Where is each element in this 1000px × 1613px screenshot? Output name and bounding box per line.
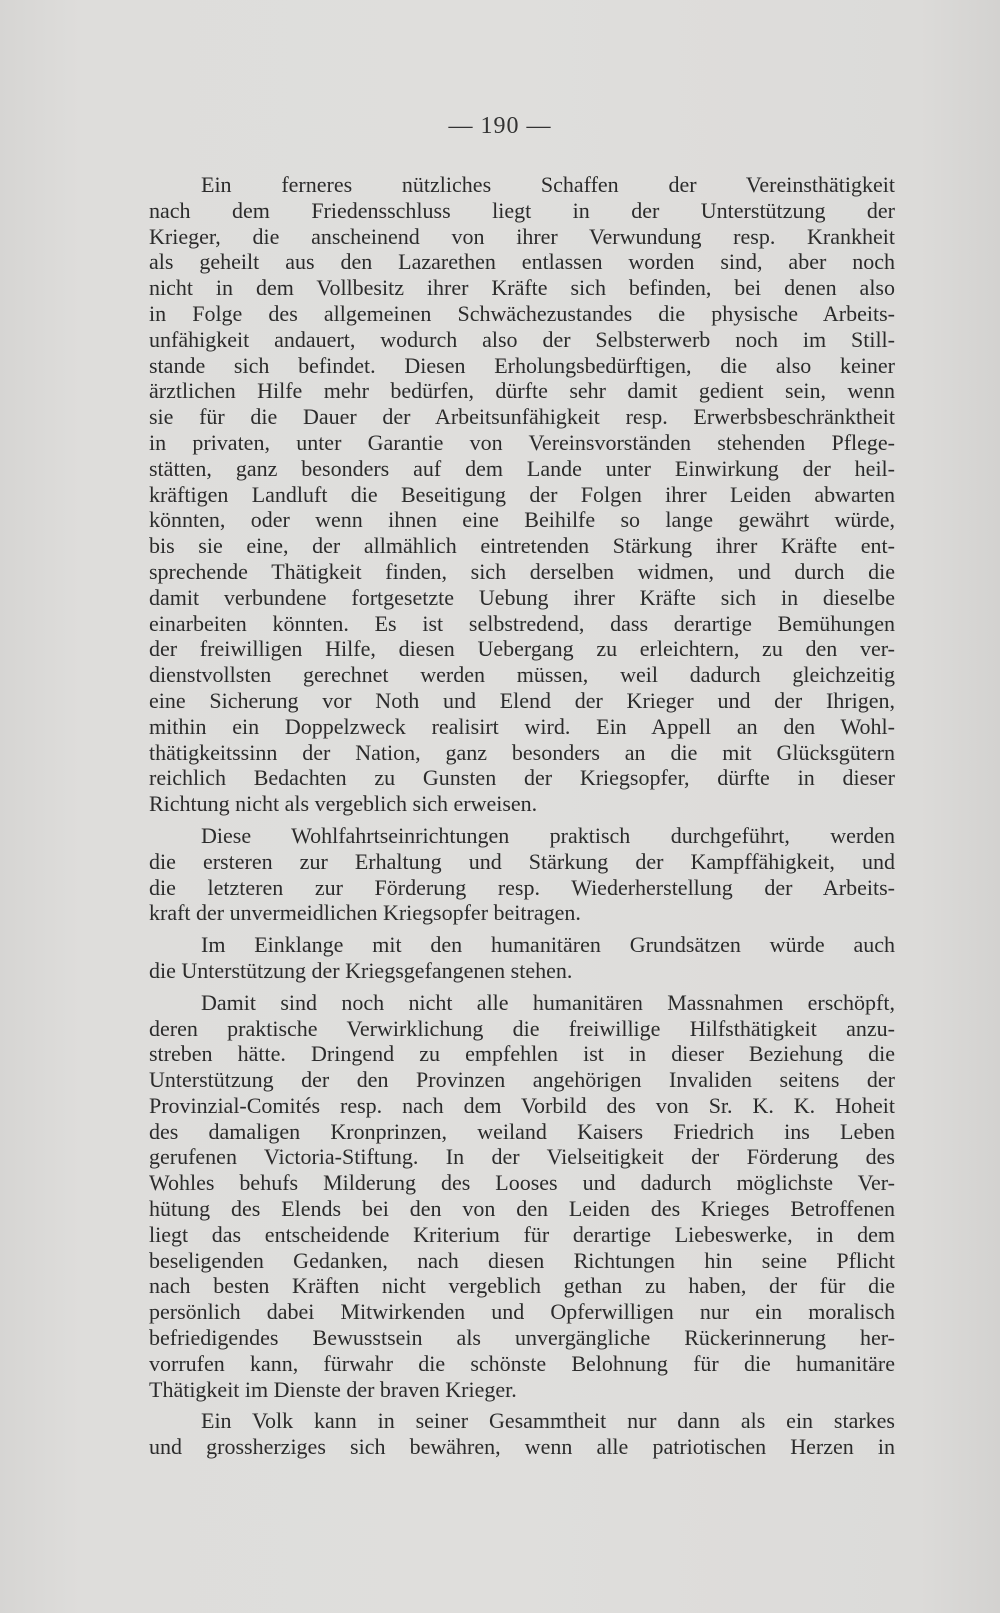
- text-line: Ein ferneres nützliches Schaffen der Vereinsthätigkeit: [201, 172, 895, 197]
- text-line: gerufenen Victoria-Stiftung. In der Vielseitigkeit der Förderung des: [149, 1144, 895, 1170]
- text-line: dienstvollsten gerechnet werden müssen, weil dadurch gleichzeitig: [149, 662, 895, 688]
- text-line: Ein Volk kann in seiner Gesammtheit nur dann als ein starkes: [201, 1408, 895, 1434]
- text-line: vorrufen kann, fürwahr die schönste Belohnung für die humanitäre: [149, 1350, 895, 1376]
- paragraph-2: [149, 823, 895, 926]
- page-number: — 190 —: [448, 113, 552, 139]
- text-line: die ersteren zur Erhaltung und Stärkung der Kampffähigkeit, und: [149, 848, 895, 874]
- text-line: Richtung nicht als vergeblich sich erweisen.: [149, 791, 538, 817]
- text-line: sprechende Thätigkeit finden, sich derselben widmen, und durch die: [149, 558, 895, 584]
- text-line: sie für die Dauer der Arbeitsunfähigkeit resp. Erwerbsbeschränktheit: [149, 404, 895, 430]
- paragraph-3: [149, 932, 895, 984]
- text-line: des damaligen Kronprinzen, weiland Kaisers Friedrich ins Leben: [149, 1118, 895, 1144]
- text-line: Damit sind noch nicht alle humanitären Massnahmen erschöpft,: [201, 989, 895, 1015]
- text-line: persönlich dabei Mitwirkenden und Opferwilligen nur ein moralisch: [149, 1299, 895, 1325]
- body-text: [149, 172, 895, 1460]
- text-line: Unterstützung der den Provinzen angehörigen Invaliden seitens der: [149, 1067, 895, 1093]
- text-line: der freiwilligen Hilfe, diesen Uebergang zu erleichtern, zu den ver-: [149, 636, 895, 662]
- text-line: eine Sicherung vor Noth und Elend der Krieger und der Ihrigen,: [149, 687, 895, 713]
- text-line: thätigkeitssinn der Nation, ganz besonders an die mit Glücksgütern: [149, 739, 895, 765]
- text-line: Provinzial-Comités resp. nach dem Vorbild des von Sr. K. K. Hoheit: [149, 1092, 895, 1118]
- text-line: stande sich befindet. Diesen Erholungsbedürftigen, die also keiner: [149, 352, 895, 378]
- text-line: kraft der unvermeidlichen Kriegsopfer beitragen.: [149, 900, 581, 926]
- text-line: in Folge des allgemeinen Schwächezustandes die physische Arbeits-: [149, 300, 895, 326]
- text-line: als geheilt aus den Lazarethen entlassen worden sind, aber noch: [149, 249, 895, 275]
- text-line: und grossherziges sich bewähren, wenn alle patriotischen Herzen in: [149, 1434, 895, 1460]
- text-line: beseligenden Gedanken, nach diesen Richtungen hin seine Pflicht: [149, 1247, 895, 1273]
- text-line: unfähigkeit andauert, wodurch also der Selbsterwerb noch im Still-: [149, 326, 895, 352]
- text-line: befriedigendes Bewusstsein als unvergängliche Rückerinnerung her-: [149, 1325, 895, 1351]
- text-line: Diese Wohlfahrtseinrichtungen praktisch durchgeführt, werden: [201, 822, 895, 848]
- text-line: reichlich Bedachten zu Gunsten der Kriegsopfer, dürfte in dieser: [149, 765, 895, 791]
- text-line: liegt das entscheidende Kriterium für derartige Liebeswerke, in dem: [149, 1221, 895, 1247]
- text-line: hütung des Elends bei den von den Leiden des Krieges Betroffenen: [149, 1196, 895, 1222]
- text-line: Thätigkeit im Dienste der braven Krieger.: [149, 1376, 517, 1402]
- text-line: streben hätte. Dringend zu empfehlen ist in dieser Beziehung die: [149, 1041, 895, 1067]
- text-line: Wohles behufs Milderung des Looses und dadurch möglichste Ver-: [149, 1170, 895, 1196]
- text-line: die letzteren zur Förderung resp. Wiederherstellung der Arbeits-: [149, 874, 895, 900]
- text-line: einarbeiten könnten. Es ist selbstredend, dass derartige Bemühungen: [149, 610, 895, 636]
- text-line: damit verbundene fortgesetzte Uebung ihrer Kräfte sich in dieselbe: [149, 584, 895, 610]
- text-line: könnten, oder wenn ihnen eine Beihilfe so lange gewährt würde,: [149, 507, 895, 533]
- text-line: mithin ein Doppelzweck realisirt wird. Ein Appell an den Wohl-: [149, 713, 895, 739]
- paragraph-4: [149, 990, 895, 1403]
- text-line: bis sie eine, der allmählich eintretenden Stärkung ihrer Kräfte ent-: [149, 533, 895, 559]
- text-line: nach dem Friedensschluss liegt in der Unterstützung der: [149, 197, 895, 223]
- paragraph-5: [149, 1408, 895, 1460]
- text-line: in privaten, unter Garantie von Vereinsvorständen stehenden Pflege-: [149, 429, 895, 455]
- text-line: nach besten Kräften nicht vergeblich gethan zu haben, der für die: [149, 1273, 895, 1299]
- text-line: Im Einklange mit den humanitären Grundsätzen würde auch: [201, 932, 895, 958]
- paragraph-1: [149, 172, 895, 817]
- text-line: nicht in dem Vollbesitz ihrer Kräfte sich befinden, bei denen also: [149, 275, 895, 301]
- text-line: deren praktische Verwirklichung die freiwillige Hilfsthätigkeit anzu-: [149, 1015, 895, 1041]
- text-line: stätten, ganz besonders auf dem Lande unter Einwirkung der heil-: [149, 455, 895, 481]
- text-line: ärztlichen Hilfe mehr bedürfen, dürfte sehr damit gedient sein, wenn: [149, 378, 895, 404]
- text-line: kräftigen Landluft die Beseitigung der Folgen ihrer Leiden abwarten: [149, 481, 895, 507]
- text-line: die Unterstützung der Kriegsgefangenen stehen.: [149, 957, 573, 983]
- text-line: Krieger, die anscheinend von ihrer Verwundung resp. Krankheit: [149, 223, 895, 249]
